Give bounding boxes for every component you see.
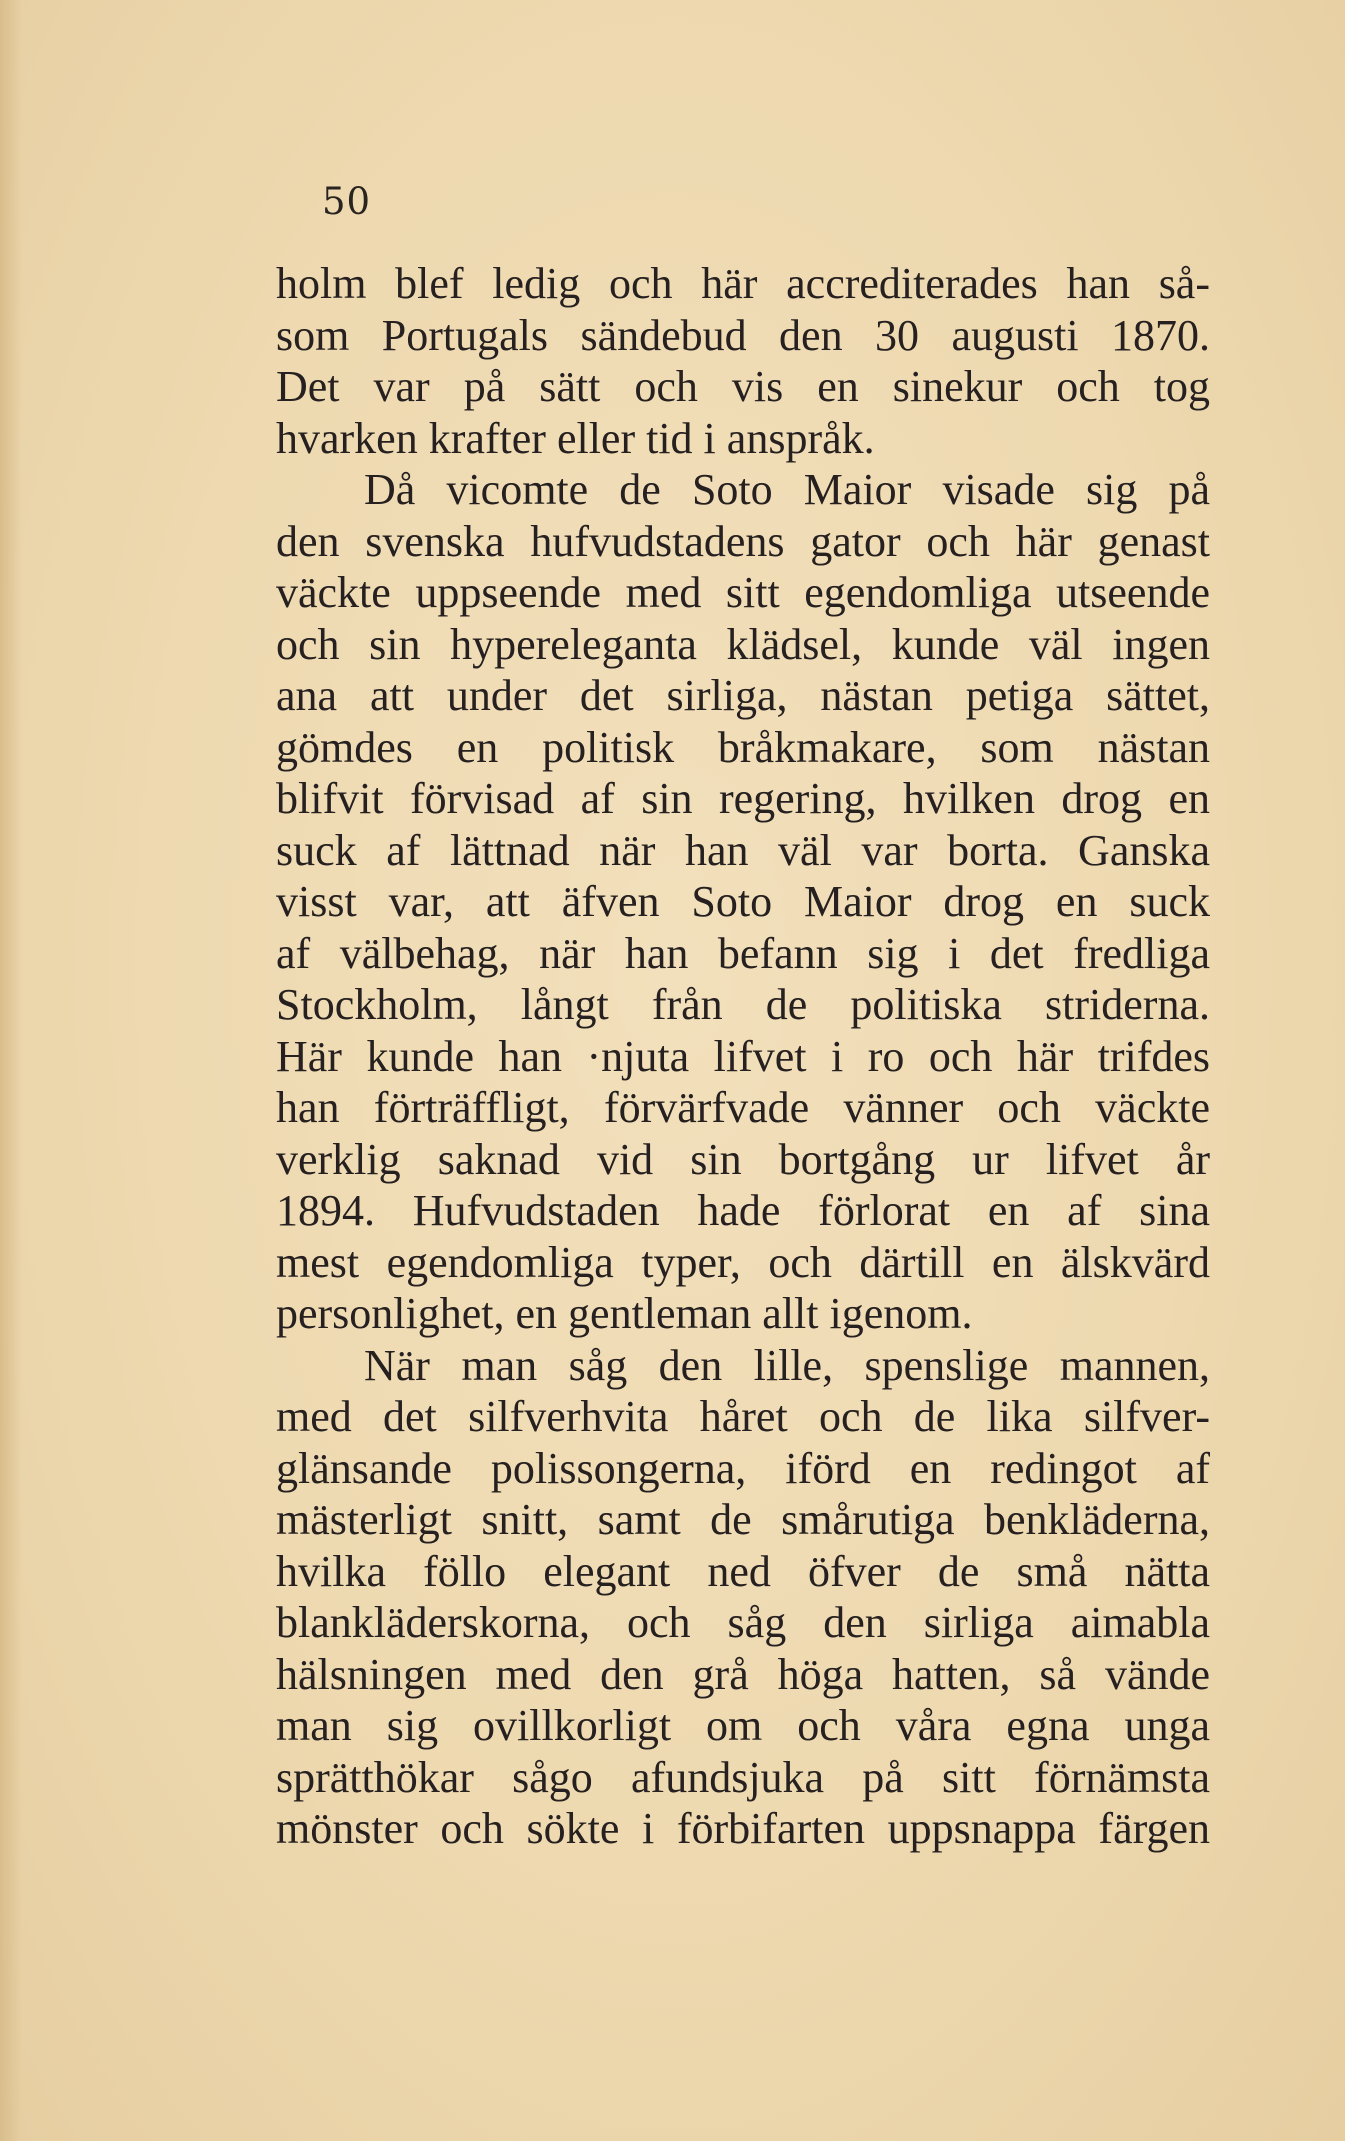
text-line: Här kunde han ·njuta lifvet i ro och här trifdes <box>276 1031 1210 1081</box>
page-number: 50 <box>322 180 372 223</box>
text-line: personlighet, en gentleman allt igenom. <box>276 1289 973 1338</box>
text-line: När man såg den lille, spenslige mannen, <box>364 1340 1210 1390</box>
text-line: mönster och sökte i förbifarten uppsnappa färgen <box>276 1804 1210 1853</box>
body-text <box>276 258 1210 1855</box>
text-line: holm blef ledig och här accrediterades han så- <box>276 259 1210 308</box>
text-line: med det silfverhvita håret och de lika silfver- <box>276 1392 1210 1441</box>
text-line: han förträffligt, förvärfvade vänner och väckte <box>276 1083 1210 1132</box>
text-line: visst var, att äfven Soto Maior drog en suck <box>276 877 1210 926</box>
text-line: hvarken krafter eller tid i anspråk. <box>276 413 875 463</box>
text-line: mest egendomliga typer, och därtill en älskvärd <box>276 1237 1210 1287</box>
page-edge-shadow <box>0 0 22 2141</box>
text-line: Stockholm, långt från de politiska striderna. <box>276 980 1210 1029</box>
text-line: 1894. Hufvudstaden hade förlorat en af sina <box>276 1186 1210 1235</box>
text-line: mästerligt snitt, samt de smårutiga benkläderna, <box>276 1495 1210 1544</box>
text-line: blankläderskorna, och såg den sirliga aimabla <box>276 1598 1210 1647</box>
text-line: suck af lättnad när han väl var borta. Ganska <box>276 825 1210 875</box>
text-line: blifvit förvisad af sin regering, hvilken drog en <box>276 774 1210 823</box>
text-line: hälsningen med den grå höga hatten, så vände <box>276 1649 1210 1699</box>
text-line: Då vicomte de Soto Maior visade sig på <box>364 465 1210 514</box>
text-line: verklig saknad vid sin bortgång ur lifvet år <box>276 1134 1210 1184</box>
text-line: Det var på sätt och vis en sinekur och tog <box>276 362 1210 411</box>
text-line: gömdes en politisk bråkmakare, som nästan <box>276 722 1210 772</box>
text-line: ana att under det sirliga, nästan petiga sättet, <box>276 671 1210 720</box>
text-line: af välbehag, när han befann sig i det fredliga <box>276 928 1210 978</box>
text-line: som Portugals sändebud den 30 augusti 1870. <box>276 310 1210 360</box>
text-line: hvilka föllo elegant ned öfver de små nätta <box>276 1546 1210 1596</box>
text-line: man sig ovillkorligt om och våra egna unga <box>276 1701 1210 1750</box>
text-line: den svenska hufvudstadens gator och här genast <box>276 516 1210 566</box>
text-line: sprätthökar sågo afundsjuka på sitt förnämsta <box>276 1752 1210 1802</box>
text-line: glänsande polissongerna, iförd en redingot af <box>276 1443 1210 1493</box>
text-line: väckte uppseende med sitt egendomliga utseende <box>276 568 1210 617</box>
text-line: och sin hypereleganta klädsel, kunde väl ingen <box>276 619 1210 669</box>
